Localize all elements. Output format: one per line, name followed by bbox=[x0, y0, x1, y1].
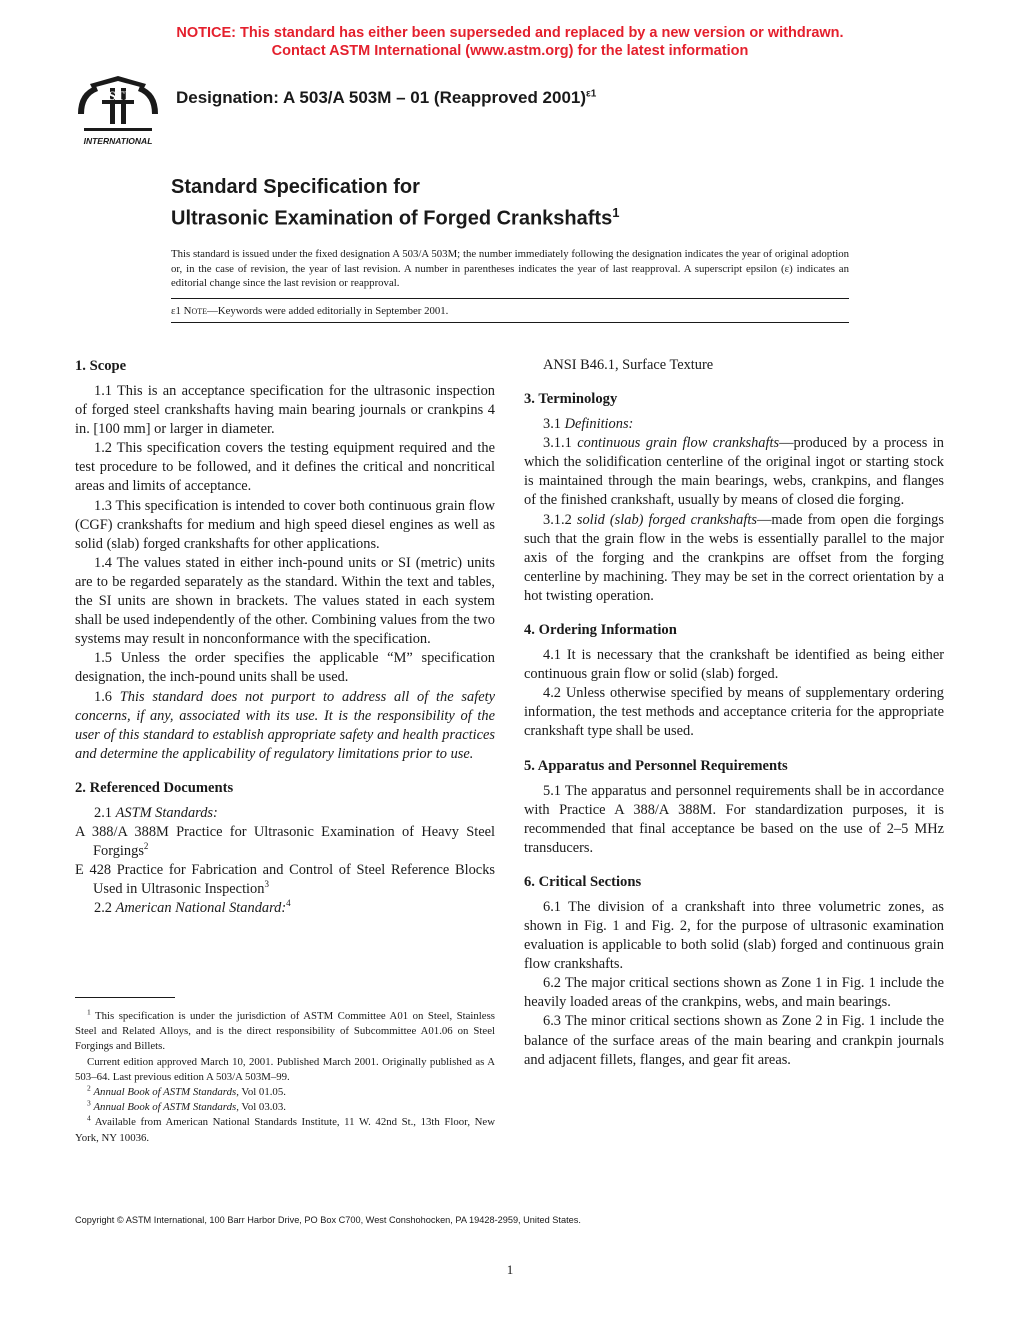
editorial-note-text: —Keywords were added editorially in September 2001. bbox=[207, 305, 449, 317]
designation-epsilon: ε1 bbox=[586, 88, 597, 100]
reference-ansi-b46: ANSI B46.1, Surface Texture bbox=[543, 357, 714, 373]
footnotes bbox=[75, 1009, 495, 1146]
designation-text: Designation: A 503/A 503M – 01 (Reapproved 2001) bbox=[176, 88, 587, 107]
title-line-1: Standard Specification for bbox=[171, 176, 420, 198]
ordering-4-2: 4.2 Unless otherwise specified by means of supplementary ordering information, the test methods and acceptance criteria for the appropriate crankshaft type shall be used. bbox=[524, 685, 944, 740]
footnote-1-continued: Current edition approved March 10, 2001. Published March 2001. Originally published as A 503–64. Last previous edition A 503/A 503M–99. bbox=[75, 1055, 495, 1083]
preamble: This standard is issued under the fixed designation A 503/A 503M; the number immediately following the designation indicates the year of original adoption or, in the case of revision, the year of last revision. A number in parentheses indicates the year of last reapproval. A superscript epsilon (ε) indicates an editorial change since the last revision or reapproval. bbox=[171, 248, 849, 289]
title-line-2: Ultrasonic Examination of Forged Crankshafts bbox=[171, 207, 613, 230]
section-heading-apparatus: 5. Apparatus and Personnel Requirements bbox=[524, 757, 788, 774]
reference-a388: A 388/A 388M Practice for Ultrasonic Examination of Heavy Steel Forgings$^2$ bbox=[75, 823, 495, 860]
document-title bbox=[171, 174, 871, 232]
apparatus-5-1: 5.1 The apparatus and personnel requirements shall be in accordance with Practice A 388/A 388M. For standardization purposes, it is recommended that final acceptance be based on the use of 2–5 MHz transducers. bbox=[524, 782, 944, 856]
editorial-note-mark: ε1 bbox=[171, 305, 181, 317]
footnote-4: $^4$ Available from American National Standards Institute, 11 W. 42nd St., 13th Floor, New York, NY 10036. bbox=[75, 1113, 495, 1144]
preamble-divider bbox=[171, 298, 849, 299]
section-heading-terminology: 3. Terminology bbox=[524, 391, 618, 408]
header-divider bbox=[171, 322, 849, 323]
designation bbox=[176, 88, 596, 108]
astm-logo bbox=[74, 74, 162, 150]
refdocs-2-2: 2.2 American National Standard:$^4$ bbox=[94, 898, 291, 917]
withdrawal-notice bbox=[0, 24, 1020, 60]
critical-6-1: 6.1 The division of a crankshaft into three volumetric zones, as shown in Fig. 1 and Fig. 2, for the purpose of ultrasonic examination evaluation is applicable to both solid (slab) forged and continuous grain flow crankshafts. bbox=[524, 898, 944, 973]
section-heading-critical-sections: 6. Critical Sections bbox=[524, 873, 642, 890]
scope-1-3: 1.3 This specification is intended to cover both continuous grain flow (CGF) crankshafts for medium and high speed diesel engines as well as solid (slab) forged crankshafts for other applications. bbox=[75, 497, 495, 552]
editorial-note-label: Note bbox=[183, 305, 207, 317]
notice-line-2: Contact ASTM International (www.astm.org) for the latest information bbox=[271, 43, 749, 59]
terminology-3-1-2: 3.1.2 solid (slab) forged crankshafts—made from open die forgings such that the grain flow in the webs is essentially parallel to the major axis of the forging and the crankpins are offset from the forging centerline by machining. They may be set in the correct orientation by a hot twisting operation. bbox=[524, 511, 944, 604]
reference-e428: E 428 Practice for Fabrication and Control of Steel Reference Blocks Used in Ultrasonic Inspection$^3$ bbox=[75, 862, 495, 898]
logo-text: ASTM bbox=[99, 88, 137, 103]
copyright-line: Copyright © ASTM International, 100 Barr Harbor Drive, PO Box C700, West Conshohocken, PA 19428-2959, United States. bbox=[75, 1215, 581, 1225]
page-number: 1 bbox=[506, 1262, 514, 1277]
critical-6-3: 6.3 The minor critical sections shown as Zone 2 in Fig. 1 include the balance of the surface areas of the main bearing and crankpin journals and adjacent fillets, flanges, and gear fit areas. bbox=[524, 1013, 944, 1068]
ordering-4-1: 4.1 It is necessary that the crankshaft be identified as being either continuous grain flow or solid (slab) forged. bbox=[524, 647, 944, 683]
terminology-3-1-1: 3.1.1 continuous grain flow crankshafts—produced by a process in which the solidification centerline of the original ingot or starting stock is maintained through the main bearings, webs, crankpins, and flanges of the finished crankshaft, usually by means of closed die forging. bbox=[524, 435, 944, 509]
scope-1-4: 1.4 The values stated in either inch-pound units or SI (metric) units are to be regarded separately as the standard. Within the text and tables, the SI units are shown in brackets. The values stated in each system shall be used independently of the other. Combining values from the two systems may result in nonconformance with the specification. bbox=[75, 554, 495, 648]
footnote-2: $^2$ Annual Book of ASTM Standards, Vol 01.05. bbox=[87, 1083, 286, 1099]
title-footnote-mark: 1 bbox=[612, 205, 620, 220]
scope-1-5: 1.5 Unless the order specifies the applicable “M” specification designation, the inch-pound units shall be used. bbox=[75, 650, 495, 686]
scope-1-1: 1.1 This is an acceptance specification for the ultrasonic inspection of forged steel crankshafts having main bearing journals or crankpins 4 in. [100 mm] or larger in diameter. bbox=[75, 383, 495, 438]
editorial-note bbox=[171, 304, 849, 318]
right-column bbox=[524, 356, 944, 1070]
notice-line-1: NOTICE: This standard has either been superseded and replaced by a new version or withdrawn. bbox=[176, 25, 844, 41]
scope-1-6: 1.6 This standard does not purport to address all of the safety concerns, if any, associated with its use. It is the responsibility of the user of this standard to establish appropriate safety and health practices and determine the applicability of regulatory limitations prior to use. bbox=[75, 688, 495, 762]
section-heading-referenced-documents: 2. Referenced Documents bbox=[75, 779, 234, 796]
footnote-rule bbox=[75, 997, 175, 998]
scope-1-2: 1.2 This specification covers the testing equipment required and the test procedure to be followed, and it defines the critical and noncritical areas and limits of acceptance. bbox=[75, 440, 495, 495]
footnote-1: $^1$ This specification is under the jurisdiction of ASTM Committee A01 on Steel, Stainless Steel and Related Alloys, and is the direct responsibility of Subcommittee A01.06 on Steel Forgings and Billets. bbox=[75, 1007, 495, 1053]
refdocs-2-1: 2.1 ASTM Standards: bbox=[94, 804, 218, 821]
critical-6-2: 6.2 The major critical sections shown as Zone 1 in Fig. 1 include the heavily loaded areas of the crankpins, webs, and main bearings. bbox=[524, 975, 944, 1011]
terminology-3-1: 3.1 Definitions: bbox=[543, 416, 634, 433]
section-heading-scope: 1. Scope bbox=[75, 358, 127, 374]
section-heading-ordering: 4. Ordering Information bbox=[524, 622, 677, 639]
left-column bbox=[75, 356, 495, 918]
logo-subtext: INTERNATIONAL bbox=[83, 136, 153, 146]
footnote-3: $^3$ Annual Book of ASTM Standards, Vol 03.03. bbox=[87, 1098, 286, 1114]
